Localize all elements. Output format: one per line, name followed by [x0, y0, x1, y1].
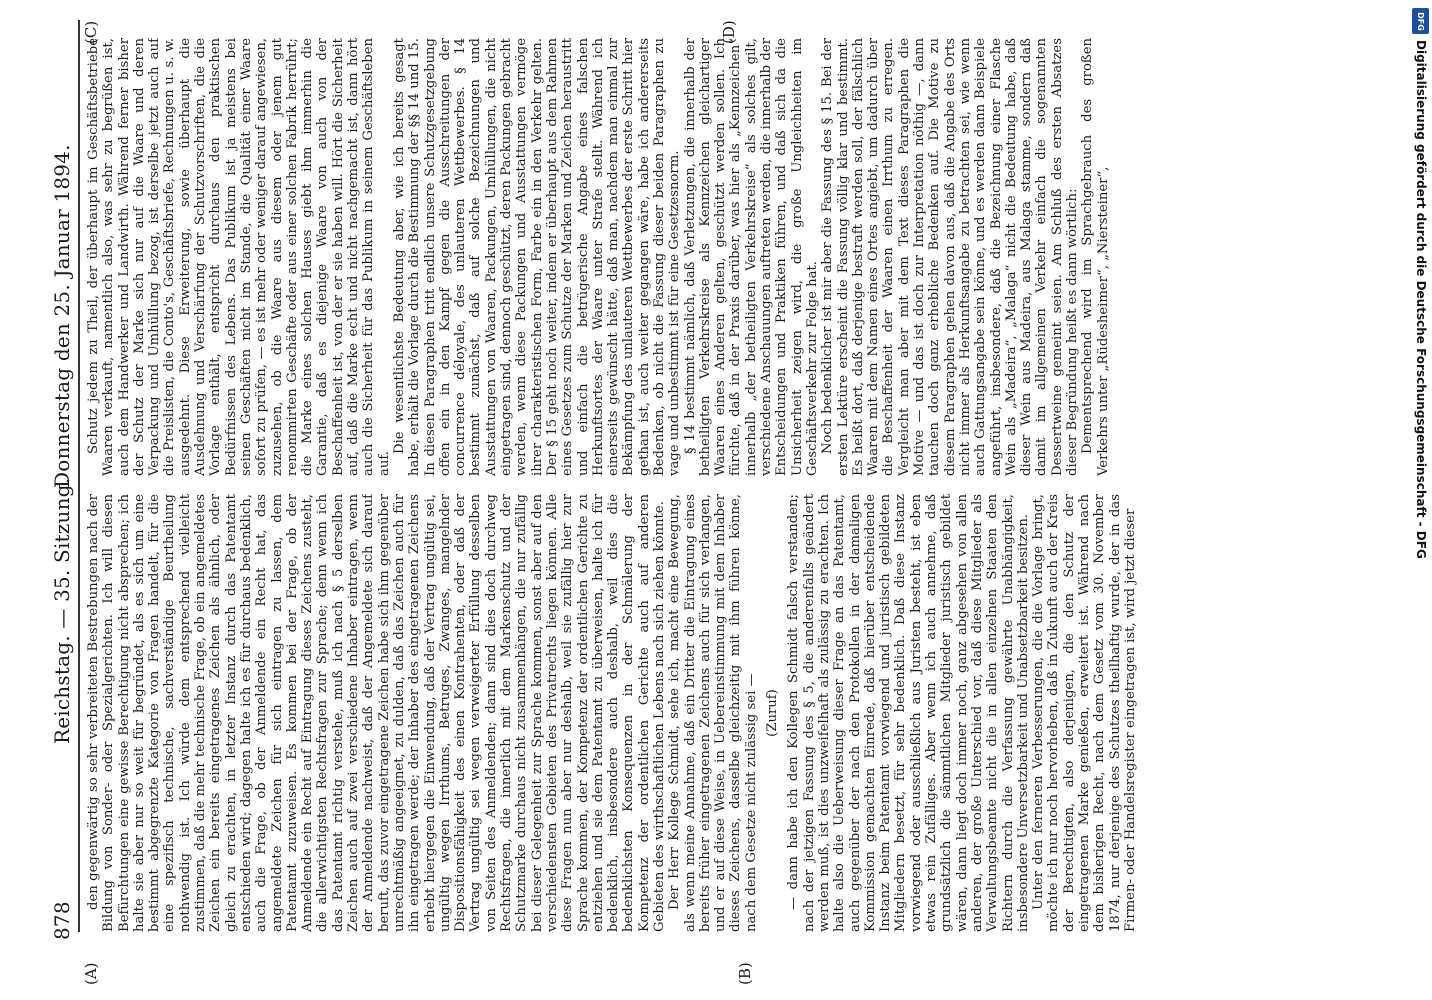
right-paragraph-1: Schutz jedem zu Theil, der überhaupt im Geschäftsbetriebe Waaren verkauft, namentlich also, was sehr zu begrüßen ist, auch dem Handwerker und Landwirth. Während ferner bisher der Schutz der Marke sich nur auf die Waare und deren Verpackung und Umhüllung bezog, ist derselbe jetzt auch auf die Preislisten, die Conto's, Geschäftsbriefe, Rechnungen u. s. w. ausgedehnt. Diese Erweiterung, sowie überhaupt die Ausdehnung und Verschärfung der Schutzvorschriften, die die Vorlage enthält, entspricht durchaus den praktischen Bedürfnissen des Lebens. Das Publikum ist ja meistens bei seinen Geschäften nicht im Stande, die Qualität einer Waare sofort zu prüfen, — es ist mehr oder weniger darauf angewiesen, zuzusehen, ob die Waare aus diesem oder jenem gut renommirten Geschäfte oder aus einer solchen Fabrik herrührt; die Marke eines solchen Hauses giebt ihm immerhin die Garantie, daß es diejenige Waare von auch von der Beschaffenheit ist, von der er sie haben will. Hört die Sicherheit auf, daß die Marke echt und nicht nachgemacht ist, dann hört auch die Sicherheit für das Publikum in seinem Geschäftsleben auf.	[86, 38, 392, 476]
margin-mark-b: (B)	[736, 962, 754, 985]
left-text-column	[86, 494, 1386, 932]
right-paragraph-4: Noch bedenklicher ist mir aber die Fassung des § 15. Bei der ersten Lektüre erscheint die Fassung völlig klar und bestimmt. Es heißt dort, daß derjenige bestraft werden soll, der fälschlich Waaren mit dem Namen eines Ortes angiebt, um dadurch über die Beschaffenheit der Waaren einen Irrthum zu erregen. Vergleicht man aber mit dem Text dieses Paragraphen die Motive — und das ist doch zur Interpretation nöthig —, dann tauchen doch ganz erhebliche Bedenken auf. Die Motive zu diesem Paragraphen gehen davon aus, daß die Angabe des Orts nicht immer als Herkunftsangabe zu betrachten sei, wie wenn auch Gattungsangabe sein könne, und es werden dann Beispiele angeführt, insbesondere, daß die Bezeichnung einer Flasche Wein als „Madeira“, „Malaga“ nicht die Bedeutung habe, daß dieser Wein aus Madeira, aus Malaga stamme, sondern daß damit im allgemeinen Verkehr einfach die sogenannten Dessertweine gemeint seien. Am Schluß des ersten Absatzes dieser Begründung heißt es dann wörtlich:	[820, 38, 1080, 476]
dfg-logo-icon	[1412, 8, 1429, 34]
session-title: Reichstag. — 35. Sitzung.	[50, 477, 74, 744]
header-rule-left	[78, 20, 80, 932]
left-paragraph-4: Unter den ferneren Verbesserungen, die die Vorlage bringt, möchte ich nur noch hervorheben, daß in Zukunft auch der Kreis der Berechtigten, also derjenigen, die den Schutz der eingetragenen Marke genießen, erweitert ist. Während nach dem bisherigen Recht, nach dem Gesetz vom 30. November 1874, nur derjenige des Schutzes theilhaftig wurde, der in das Firmen- oder Handelsregister eingetragen ist, wird jetzt dieser	[1031, 494, 1138, 932]
right-text-column	[86, 38, 1386, 476]
right-paragraph-5: Dementsprechend wird im Sprachgebrauch des großen Verkehrs unter „Rüdesheimer“, „Niersteiner“,	[1080, 38, 1111, 476]
session-date: Donnerstag den 25. Januar 1894.	[50, 144, 74, 488]
margin-mark-d: (D)	[720, 20, 738, 44]
left-paragraph-1: den gegenwärtig so sehr verbreiteten Bestrebungen nach der Bildung von Sonder- oder Spezialgerichten. Ich will diesen Befürchtungen eine gewisse Berechtigung nicht absprechen; ich halte sie aber nur so weit für begründet, als es sich um eine bestimmt abgegrenzte Kategorie von Fragen handelt, für die eine spezifisch technische, sachverständige Beurtheilung nothwendig ist. Ich würde dem entsprechend vielleicht zustimmen, daß die mehr technische Frage, ob ein angemeldetes Zeichen ein bereits eingetragenes Zeichen als ähnlich, oder gleich zu erachten, in letzter Instanz durch das Patentamt entschieden wird; dagegen halte ich es für durchaus bedenklich, auch die Frage, ob der Anmeldende ein Recht hat, das angemeldete Zeichen für sich eintragen zu lassen, dem Patentamt zuzuweisen. Es kommen bei der Frage, ob der Anmeldende ein Recht auf Eintragung dieses Zeichens zusteht, die allerwichtigsten Rechtsfragen zur Sprache; denn wenn ich das Patentamt richtig verstehe, muß ich nach § 5 derselben Zeichen auch auf zwei verschiedene Inhaber eintragen, wenn der Anmeldende nachweist, daß der Angemeldete sich darauf beruft, das zuvor eingetragene Zeichen habe sich ihm gegenüber unrechtmäßig angeeignet, zu dulden, daß das Zeichen auch für ihn eingetragen werde; der Inhaber des eingetragenen Zeichens erhebt hiergegen die Einwendung, daß der Vertrag ungültig sei, ungültig wegen Irrthums, Betruges, Zwanges, mangelnder Dispositionsfähigkeit des einen Kontrahenten, oder daß der Vertrag ungültig sei wegen verweigerter Erfüllung desselben von Seiten des Anmeldenden; dann sind dies doch durchweg Rechtsfragen, die innerlich mit dem Markenschutz und der Schutzmarke durchaus nicht zusammenhängen, die nur zufällig bei dieser Gelegenheit zur Sprache kommen, sonst aber auf den verschiedensten Gebieten des Privatrechts liegen können. Alle diese Fragen nun aber nur deshalb, weil sie zufällig hier zur Sprache kommen, der Kompetenz der ordentlichen Gerichte zu entziehen und sie dem Patentamt zu überweisen, halte ich für bedenklich, insbesondere auch deshalb, weil dies die bedenklichsten Konsequenzen in der Schmälerung der Kompetenz der ordentlichen Gerichte auch auf anderen Gebieten des wirthschaftlichen Lebens nach sich ziehen könnte.	[86, 494, 667, 932]
right-paragraph-3: § 14 bestimmt nämlich, daß Verletzungen, die innerhalb der betheiligten Verkehrskreise als Kennzeichen gleichartiger Waaren eines Anderen gelten, geschützt werden sollen. Ich fürchte, daß in der Praxis darüber, was hier als „Kennzeichen“ innerhalb „der betheiligten Verkehrskreise“ als solches gilt, verschiedene Anschauungen auftreten werden, die innerhalb der Entscheidungen und Praktiken führen, und daß sich da die Unsicherheit zeigen wird, die große Ungleichheiten im Geschäftsverkehr zur Folge hat.	[682, 38, 820, 476]
left-paragraph-3: — dann habe ich den Kollegen Schmidt falsch verstanden; nach der jetzigen Fassung des § 5, die anderenfalls geändert werden muß, ist dies unzweifelhaft als zulässig zu erachten. Ich halte also die Ueberweisung dieser Frage an das Patentamt, auch gegenüber der nach den Protokollen in der damaligen Kommission gemachten Einrede, daß hierüber entscheidende Instanz beim Patentamt vorwiegend und juristisch gebildeten Mitgliedern besetzt, für sehr bedenklich. Daß diese Instanz vorwiegend oder ausschließlich aus Juristen besteht, ist eben etwas rein Zufälliges. Aber wenn ich auch annehme, daß grundsätzlich die sämmtlichen Mitglieder juristisch gebildet wären, dann liegt doch immer noch, ganz abgesehen von allen anderen, der große Unterschied vor, daß diese Mitglieder als Verwaltungsbeamte nicht die in allen einzelnen Staaten den Richtern durch die Verfassung gewährte Unabhängigkeit, insbesondere Unversetzbarkeit und Unabsetzbarkeit besitzen.	[786, 494, 1031, 932]
interjection: (Zuruf)	[765, 689, 781, 737]
dfg-logo-text: DFG	[1416, 11, 1426, 31]
page-number: 878	[50, 901, 74, 940]
left-paragraph-2: Der Herr Kollege Schmidt, sehe ich, macht eine Bewegung, als wenn meine Annahme, daß ein Dritter die Eintragung eines bereits früher eingetragenen Zeichens auch für sich verlangen, und er auf diese Weise, in Uebereinstimmung mit dem Inhaber dieses Zeichens, dasselbe gleichzeitig mit ihm führen könne, nach dem Gesetze nicht zulässig sei —	[667, 494, 759, 932]
right-paragraph-2: Die wesentlichste Bedeutung aber, wie ich bereits gesagt habe, erhält die Vorlage durch die Bestimmung der §§ 14 und 15. In diesen Paragraphen tritt endlich unsere Schutzgesetzgebung offen ein in den Kampf gegen die Ausschreitungen der concurrence déloyale, des unlauteren Wettbewerbes. § 14 bestimmt zunächst, daß auf solche Bezeichnungen und Ausstattungen von Waaren, Packungen, Umhüllungen, die nicht eingetragen sind, dennoch geschützt, deren Packungen gebracht werden, wenn diese Packungen und Ausstattungen vermöge ihrer charakteristischen Form, Farbe ein in den Verkehr gelten. Der § 15 geht noch weiter, indem er überhaupt aus dem Rahmen eines Gesetzes zum Schutze der Marken und Zeichen heraustritt und einfach die betrügerische Angabe eines falschen Herkunftsortes der Waare unter Strafe stellt. Während ich einerseits gewünscht hätte, daß man, nachdem man einmal zur Bekämpfung des unlauteren Wettbewerbes der erste Schritt hier gethan ist, auch weiter gegangen wäre, habe ich andererseits Bedenken, ob nicht die Fassung dieser beiden Paragraphen zu vage und unbestimmt ist für eine Gesetzesnorm.	[391, 38, 683, 476]
margin-mark-c: (C)	[82, 20, 100, 44]
margin-mark-a: (A)	[82, 962, 100, 985]
digitization-credit: Digitalisierung gefördert durch die Deutsche Forschungsgemeinschaft - DFG	[1414, 40, 1428, 559]
